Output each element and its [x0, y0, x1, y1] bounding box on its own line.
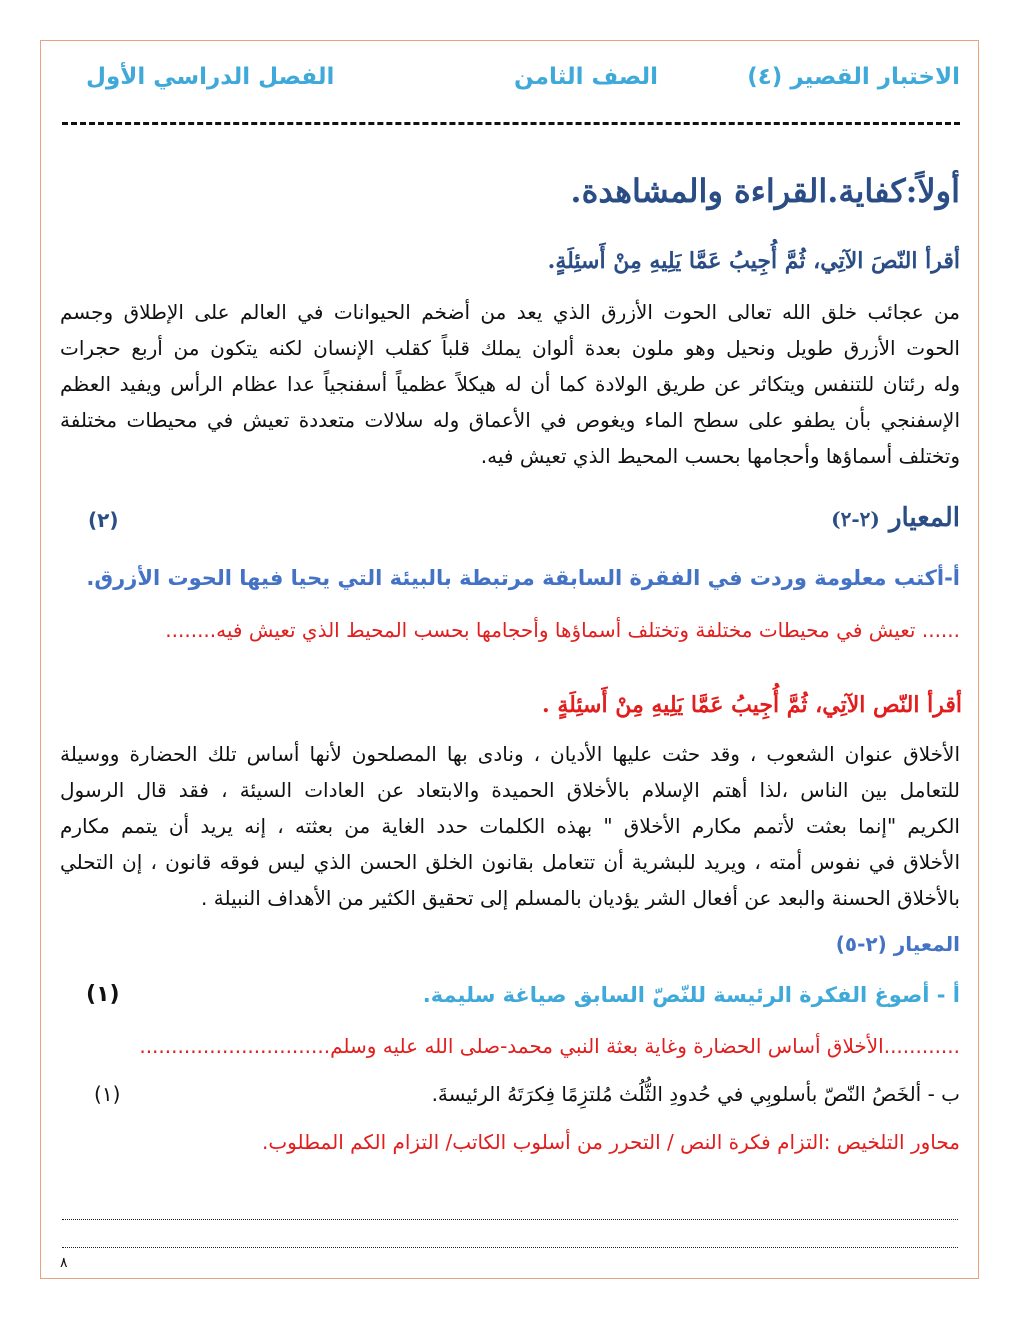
answer2-a: ............الأخلاق أساس الحضارة وغاية بعثة النبي محمد-صلى الله عليه وسلم..............................	[139, 1034, 960, 1058]
answer-line	[62, 1247, 958, 1248]
passage1-line: وله رئتان للتنفس ويتكاثر عن طريق الولادة كما أن له هيكلاً عظمياً أسفنجياً عدا عظام الرأس ويفيد العظم	[60, 372, 960, 396]
grade-label: الصف الثامن	[514, 64, 659, 90]
criterion1-code: (٢-٢)	[831, 507, 880, 531]
page-number: ٨	[60, 1255, 68, 1271]
answer1-a: ...... تعيش في محيطات مختلفة وتختلف أسماؤها وأحجامها بحسب المحيط الذي تعيش فيه........	[165, 618, 960, 642]
criterion1-word: المعيار	[888, 503, 960, 533]
passage2-line: الكريم "إنما بعثت لأتمم مكارم الأخلاق " بهذه الكلمات حدد الغاية من بعثته ، إنه يريد أن يتمم مكارم	[60, 814, 960, 838]
quiz-title: الاختبار القصير (٤)	[747, 64, 960, 90]
semester-label: الفصل الدراسي الأول	[86, 64, 335, 90]
mark-2a: (١)	[86, 982, 120, 1007]
question1-a: أ-أكتب معلومة وردت في الفقرة السابقة مرتبطة بالبيئة التي يحيا فيها الحوت الأزرق.	[86, 566, 960, 590]
passage1-line: الحوت الأزرق طويل ونحيل وهو ملون بعدة ألوان يملك قلباً كقلب الإنسان لكنه يتكون من أربع حجرات	[60, 336, 960, 360]
criterion2-label: المعيار (٢-٥)	[835, 932, 960, 956]
header-divider	[62, 122, 960, 125]
passage1-instruction: أقرأ النّصَ الآتِي، ثُمَّ أُجِيبُ عَمَّا يَلِيهِ مِنْ أَسئِلَةٍ.	[547, 248, 960, 274]
passage2-line: للتعامل بين الناس ،لذا أهتم الإسلام بالأخلاق الحميدة والابتعاد عن العادات السيئة ، فقد قال الرسول	[60, 778, 960, 802]
passage1-line: من عجائب خلق الله تعالى الحوت الأزرق الذي يعد من أضخم الحيوانات في العالم على الإطلاق وجسم	[60, 300, 960, 324]
question2-a: أ - أصوغ الفكرة الرئيسة للنّصّ السابق صياغة سليمة.	[422, 983, 960, 1007]
passage1-line: الإسفنجي بأن يطفو على سطح الماء ويغوص في الأعماق وله سلالات متعددة تعيش في محيطات مختلفة	[60, 408, 960, 432]
mark-2b: (١)	[94, 1082, 121, 1106]
question2-b: ب - ألخَصُ النّصّ بأسلوبِي في حُدودِ الثُّلُث مُلتزِمًا فِكرَتَهُ الرئيسةَ.	[431, 1082, 960, 1106]
answer-line	[62, 1219, 958, 1220]
passage2-line: الأخلاق عنوان الشعوب ، وقد حثت عليها الأديان ، ونادى بها المصلحون لأنها أساس تلك الحضارة ووسيلة	[60, 742, 960, 766]
answer2-b: محاور التلخيص :التزام فكرة النص / التحرر من أسلوب الكاتب/ التزام الكم المطلوب.	[262, 1130, 960, 1154]
passage2-line: بالأخلاق الحسنة والبعد عن أفعال الشر يؤديان بالمسلم إلى تحقيق الكثير من الأهداف النبيلة .	[201, 886, 960, 910]
section-title: أولاً:كفاية.القراءة والمشاهدة.	[570, 172, 960, 210]
passage1-line: وتختلف أسماؤها وأحجامها بحسب المحيط الذي تعيش فيه.	[480, 444, 960, 468]
passage2-line: الأخلاق في نفوس أمته ، ويريد للبشرية أن تتعامل بقانون الخلق الحسن الذي ليس فوقه قانون ، إن التحلي	[60, 850, 960, 874]
criterion1-label	[831, 503, 960, 533]
passage2-instruction: أقرأ النّص الآتِي، ثُمَّ أُجِيبُ عَمَّا يَلِيهِ مِنْ أَسئِلَةٍ .	[542, 692, 962, 718]
mark-1: (٢)	[88, 508, 119, 532]
